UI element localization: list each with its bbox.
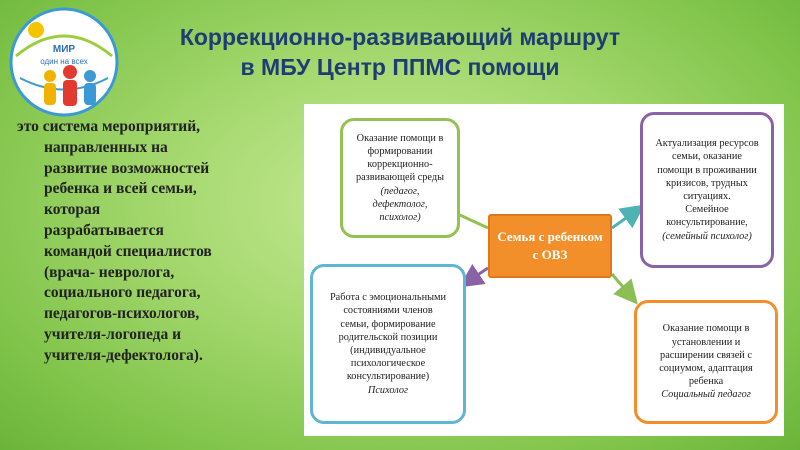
logo-figures [44, 65, 96, 106]
box-top-right: Актуализация ресурсов семьи, оказание помощи в проживании кризисов, трудных ситуациях. Семейное консультирование, (семейный психолог) [640, 112, 774, 268]
title-line-2: в МБУ Центр ППМС помощи [240, 54, 560, 80]
description-line: командой специалистов [44, 242, 212, 260]
description-line: направленных на [44, 138, 168, 156]
box-top-left: Оказание помощи в формировании коррекционно- развивающей среды (педагог, дефектолог, психолог) [340, 118, 460, 238]
diagram-panel [304, 104, 784, 436]
box-bottom-left: Работа с эмоциональными состояниями членов семьи, формирование родительской позиции (индивидуальное психологическое консультирование) Психолог [310, 264, 466, 424]
description-line: социального педагога, [44, 284, 201, 302]
description-line: (врача- невролога, [44, 263, 175, 281]
logo-text: МИР [52, 44, 76, 55]
description-line: разрабатывается [44, 221, 164, 239]
description-line: это система мероприятий, [17, 118, 201, 135]
arrow-to-bottom-right [612, 274, 634, 300]
arrow-to-bottom-left [464, 268, 488, 284]
title-line-1: Коррекционно-развивающий маршрут [179, 24, 621, 50]
box-bottom-right: Оказание помощи в установлении и расширении связей с социумом, адаптация ребенка Социальный педагог [634, 300, 778, 424]
description-text [17, 117, 306, 367]
arrow-to-top-right [612, 208, 640, 228]
description-line: ребенка и всей семьи, [44, 180, 197, 198]
center-box-family: Семья с ребенком с ОВЗ [488, 214, 612, 278]
description-line: развитие возможностей [44, 159, 210, 177]
description-line: учителя-дефектолога). [44, 346, 203, 364]
description-line: которая [44, 201, 101, 219]
slide-title [90, 22, 710, 82]
description-line: учителя-логопеда и [44, 325, 182, 343]
description-line: педагогов-психологов, [44, 305, 200, 323]
svg-text:один на всех: один на всех [40, 57, 88, 66]
